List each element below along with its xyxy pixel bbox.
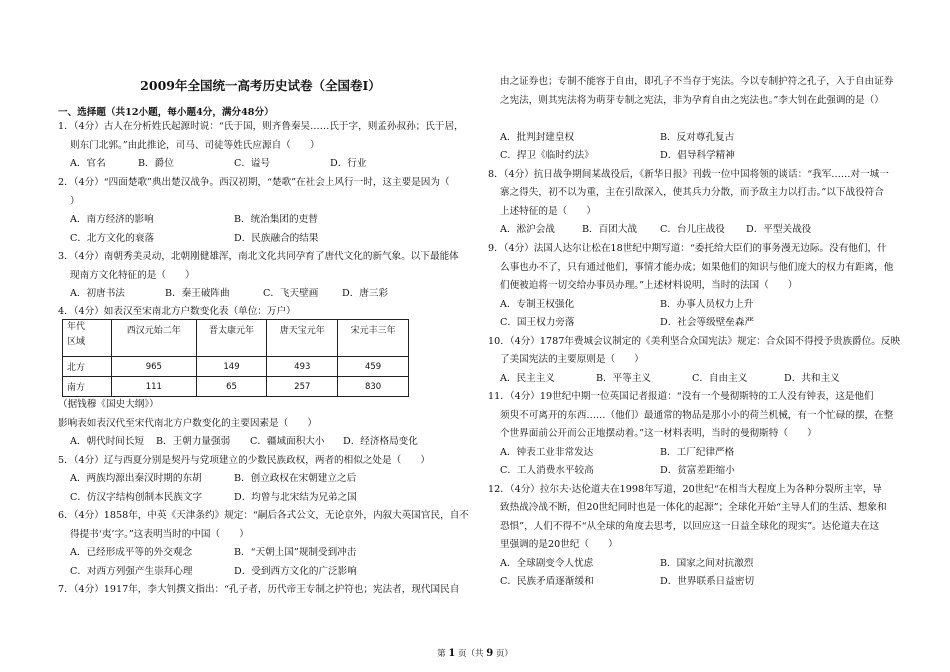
question-10-line-2: 了美国宪法的主要原则是（ ） — [500, 354, 644, 365]
table-column-header: 晋太康元年 — [196, 320, 267, 357]
footer-suffix: 页） — [493, 649, 513, 659]
question-12-option-d[interactable]: D．世界联系日益密切 — [660, 576, 755, 587]
question-9-line-1: 9．（4分）法国人达尔让松在18世纪中期写道：“委托给大臣们的事务漫无边际。没有他们，什 — [488, 243, 887, 254]
question-3-option-b[interactable]: B．秦王破阵曲 — [165, 288, 230, 299]
question-4-option-a[interactable]: A．朝代时间长短 — [70, 436, 145, 447]
question-7-option-b[interactable]: B．反对尊孔复古 — [660, 132, 735, 143]
table-header-bottom: 区域 — [67, 337, 86, 347]
question-11-line-3: 个世界面前公开而公正地摆动着。”这一材料表明，当时的曼彻斯特（ ） — [500, 428, 817, 439]
table-cell: 65 — [196, 377, 267, 397]
question-6-option-d[interactable]: D．受到西方文化的广泛影响 — [234, 566, 357, 577]
question-3-line-2: 现南方文化特征的是（ ） — [70, 270, 195, 281]
table-column-header: 宋元丰三年 — [338, 320, 409, 357]
question-5-option-b[interactable]: B．创立政权在宋朝建立之后 — [234, 473, 357, 484]
question-10-option-c[interactable]: C．自由主义 — [692, 373, 748, 384]
table-cell: 965 — [112, 357, 197, 377]
question-2-line-2: ） — [70, 196, 80, 207]
exam-title: 2009年全国统一高考历史试卷（全国卷Ⅰ） — [140, 78, 381, 93]
question-8-line-3: 上述特征的是（ ） — [500, 206, 596, 217]
question-1-line-2: 则东门北郭。”由此推论，司马、司徒等姓氏应源自（ ） — [70, 140, 320, 151]
table-row — [63, 377, 409, 397]
table-cell: 830 — [338, 377, 409, 397]
table-row-label: 南方 — [63, 377, 112, 397]
question-8-line-2: 寨之得失，初不以为重，主在引敌深入，使其兵力分散，而予敌主力以打击。”以下战役符合 — [500, 187, 884, 198]
question-5-option-a[interactable]: A．两族均源出秦汉时期的东胡 — [70, 473, 202, 484]
table-corner-cell — [63, 320, 112, 357]
footer-middle: 页（共 — [455, 649, 487, 659]
question-10-option-a[interactable]: A．民主主义 — [500, 373, 555, 384]
question-1-option-b[interactable]: B．爵位 — [138, 158, 174, 169]
question-7-line-1: 7．（4分）1917年，李大钊撰文指出：“孔子者，历代帝王专制之护符也；宪法者，现代国民自 — [58, 584, 460, 595]
page-total: 9 — [486, 648, 494, 659]
question-11-option-a[interactable]: A．钟表工业非常发达 — [500, 447, 594, 458]
table-row — [63, 357, 409, 377]
question-11-option-b[interactable]: B．工厂纪律严格 — [660, 447, 735, 458]
table-row-label: 北方 — [63, 357, 112, 377]
section-heading: 一、选择题（共12小题，每小题4分，满分48分） — [58, 107, 274, 118]
question-9-line-3: 们便被迫将一切交给办事员办理。”上述材料说明，当时的法国（ ） — [500, 280, 798, 291]
question-10-line-1: 10．（4分）1787年费城会议制定的《美利坚合众国宪法》规定：合众国不得授予贵族爵位。反映 — [488, 336, 901, 347]
question-12-line-4: 里强调的是20世纪（ ） — [500, 539, 618, 550]
question-7-option-a[interactable]: A．批判封建皇权 — [500, 132, 575, 143]
question-9-line-2: 么事也办不了，只有通过他们，事情才能办成；如果他们的知识与他们庞大的权力有距离，他 — [500, 262, 894, 273]
question-6-option-b[interactable]: B．“天朝上国”规制受到冲击 — [234, 547, 357, 558]
question-11-option-c[interactable]: C．工人消费水平较高 — [500, 465, 594, 476]
table-source: （据钱穆《国史大纲》） — [58, 399, 159, 410]
question-12-line-1: 12．（4分）拉尔夫·达伦道夫在1998年写道，20世纪“在相当大程度上为各种分裂所主宰，导 — [488, 484, 882, 495]
table-header-row — [63, 320, 409, 357]
question-3-option-d[interactable]: D．唐三彩 — [342, 288, 389, 299]
table-cell: 111 — [112, 377, 197, 397]
question-11-line-2: 须臾不可离开的东西……（他们）最通常的物品是那小小的荷兰机械，有一个忙碌的摆，在整 — [500, 410, 894, 421]
question-4-line-2: 影响表如表汉代至宋代南北方户数变化的主要因素是（ ） — [58, 418, 318, 429]
table-cell: 149 — [196, 357, 267, 377]
question-11-option-d[interactable]: D．贫富差距缩小 — [660, 465, 735, 476]
question-4-option-d[interactable]: D．经济格局变化 — [343, 436, 418, 447]
table-column-header: 西汉元始二年 — [112, 320, 197, 357]
question-9-option-a[interactable]: A．专制王权强化 — [500, 299, 575, 310]
question-2-line-1: 2．（4分）“四面楚歌”典出楚汉战争。西汉初期，“楚歌”在社会上风行一时，这主要是因为（ — [58, 177, 450, 188]
table-column-header: 唐天宝元年 — [267, 320, 338, 357]
question-8-option-c[interactable]: C．台儿庄战役 — [660, 224, 725, 235]
question-12-option-b[interactable]: B．国家之间对抗激烈 — [660, 558, 754, 569]
question-5-option-d[interactable]: D．均曾与北宋结为兄弟之国 — [234, 492, 357, 503]
table-cell: 459 — [338, 357, 409, 377]
question-1-option-a[interactable]: A．官名 — [70, 158, 106, 169]
question-7-line-2: 由之证券也；专制不能容于自由，即孔子不当存于宪法。今以专制护符之孔子，入于自由证券 — [500, 76, 894, 87]
question-8-option-b[interactable]: B．百团大战 — [582, 224, 638, 235]
table-cell: 257 — [267, 377, 338, 397]
question-6-line-1: 6．（4分）1858年，中英《天津条约》规定：“嗣后各式公文，无论京外，内叙大英国官民，自不 — [58, 510, 469, 521]
question-10-option-b[interactable]: B．平等主义 — [596, 373, 652, 384]
question-8-line-1: 8．（4分）抗日战争期间某战役后，《新华日报》刊载一位中国将领的谈话：“我军……对一城一 — [488, 169, 889, 180]
footer-prefix: 第 — [437, 649, 449, 659]
question-2-option-c[interactable]: C．北方文化的衰落 — [70, 233, 155, 244]
question-8-option-d[interactable]: D．平型关战役 — [746, 224, 812, 235]
question-7-option-d[interactable]: D．倡导科学精神 — [660, 150, 735, 161]
question-1-option-d[interactable]: D．行业 — [330, 158, 367, 169]
question-2-option-a[interactable]: A．南方经济的影响 — [70, 214, 154, 225]
question-6-line-2: 得提书‘夷’字。”这表明当时的中国（ ） — [70, 529, 249, 540]
question-8-option-a[interactable]: A．淞沪会战 — [500, 224, 555, 235]
question-9-option-b[interactable]: B．办事人员权力上升 — [660, 299, 754, 310]
question-4-option-c[interactable]: C．疆域面积大小 — [250, 436, 325, 447]
page-footer — [0, 647, 950, 659]
question-1-line-1: 1．（4分）古人在分析姓氏起源时说：“氏于国，则齐鲁秦吴……氏于字，则孟孙叔孙；氏于居， — [58, 121, 464, 132]
question-12-option-c[interactable]: C．民族矛盾逐渐缓和 — [500, 576, 594, 587]
question-9-option-c[interactable]: C．国王权力旁落 — [500, 317, 575, 328]
question-6-option-a[interactable]: A．已经形成平等的外交观念 — [70, 547, 193, 558]
question-12-line-3: 恐惧”，人们不得不“从全球的角度去思考，以回应这一日益全球化的现实”。达伦道夫在这 — [500, 521, 880, 532]
question-4-line-1: 4．（4分）如表汉至宋南北方户数变化表（单位：万户） — [58, 306, 296, 317]
question-12-option-a[interactable]: A．全球剧变令人忧虑 — [500, 558, 594, 569]
question-9-option-d[interactable]: D．社会等级壁垒森严 — [660, 317, 755, 328]
table-header-top: 年代 — [67, 322, 86, 332]
question-7-option-c[interactable]: C．捍卫《临时约法》 — [500, 150, 594, 161]
question-5-option-c[interactable]: C．仿汉字结构创制本民族文字 — [70, 492, 203, 503]
question-6-option-c[interactable]: C．对西方列强产生崇拜心理 — [70, 566, 193, 577]
household-table — [62, 319, 409, 397]
question-10-option-d[interactable]: D．共和主义 — [784, 373, 840, 384]
question-3-option-a[interactable]: A．初唐书法 — [70, 288, 125, 299]
question-3-line-1: 3．（4分）南朝秀美灵动，北朝刚健雄浑，南北文化共同孕育了唐代文化的新气象。以下最能体 — [58, 251, 459, 262]
question-7-line-3: 之宪法，则其宪法将为萌芽专制之宪法，非为孕育自由之宪法也。”李大钊在此强调的是（） — [500, 95, 884, 106]
question-12-line-2: 致热战冷战不断，但20世纪同时也是一体化的起源”；全球化开始“主导人们的生活、想象和 — [500, 502, 887, 513]
question-1-option-c[interactable]: C．谥号 — [234, 158, 271, 169]
question-11-line-1: 11．（4分）19世纪中期一位英国记者报道：“没有一个曼彻斯特的工人没有钟表，这是他们 — [488, 391, 874, 402]
question-5-line-1: 5．（4分）辽与西夏分别是契丹与党项建立的少数民族政权，两者的相似之处是（ ） — [58, 455, 430, 466]
question-4-option-b[interactable]: B．王朝力量强弱 — [156, 436, 231, 447]
question-3-option-c[interactable]: C．飞天壁画 — [263, 288, 319, 299]
page-number: 1 — [448, 648, 456, 659]
question-2-option-b[interactable]: B．统治集团的吏替 — [234, 214, 318, 225]
table-cell: 493 — [267, 357, 338, 377]
question-2-option-d[interactable]: D．民族融合的结果 — [234, 233, 319, 244]
